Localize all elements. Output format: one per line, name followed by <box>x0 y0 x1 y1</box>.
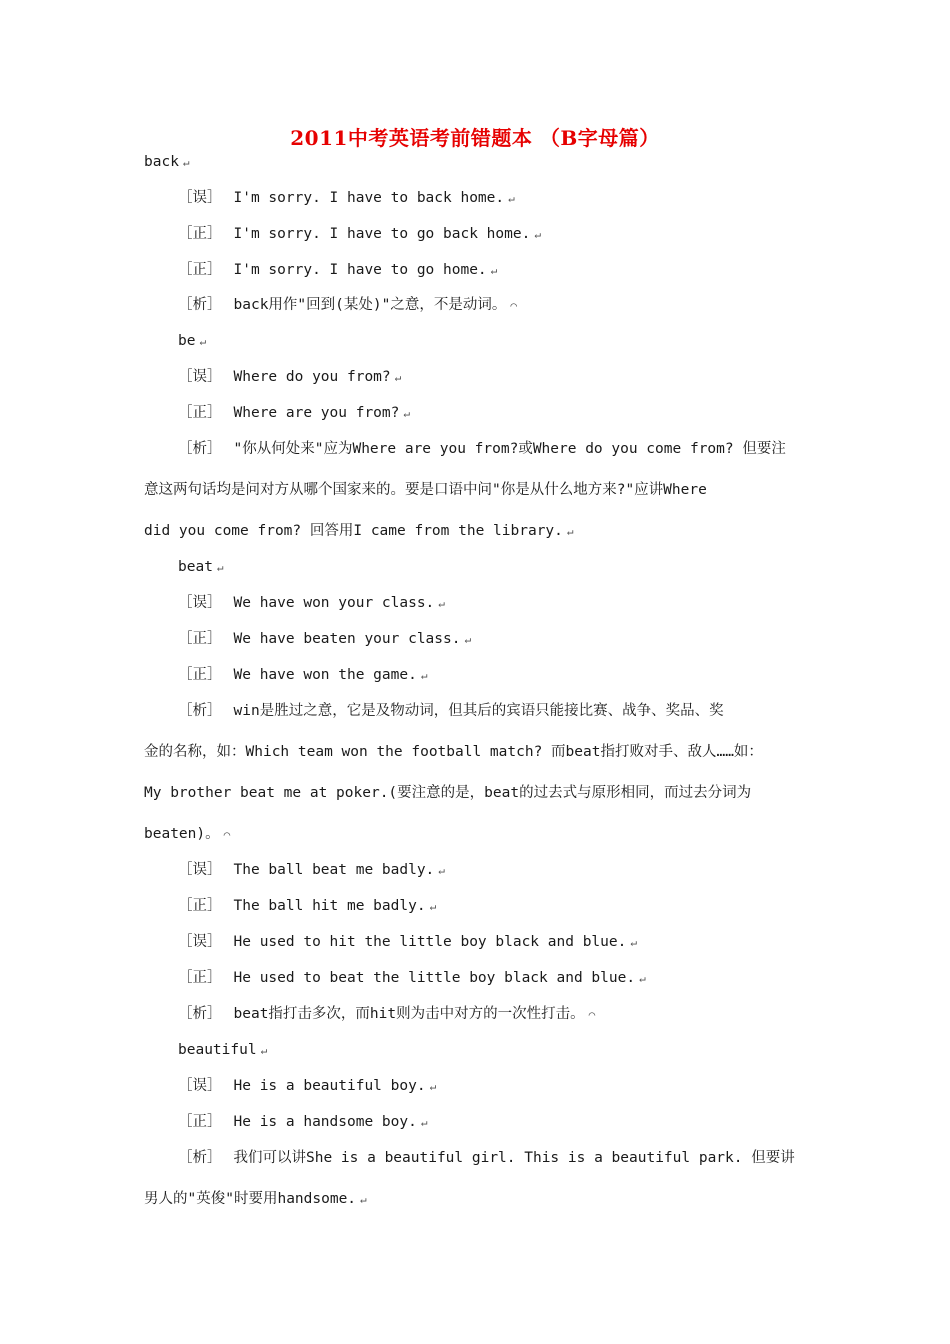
paragraph-mark-icon: ↵ <box>438 864 445 877</box>
entry-tag: ［误］ <box>178 369 222 385</box>
entry-tag: ［误］ <box>178 934 222 950</box>
entry-tag: ［析］ <box>178 703 222 719</box>
section-break-icon: ⌒ <box>223 828 231 841</box>
continuation-line <box>144 521 574 542</box>
line-text: 意这两句话均是问对方从哪个国家来的。要是口语中问"你是从什么地方来?"应讲Where <box>144 482 707 498</box>
entry-line <box>178 224 541 245</box>
headword-beautiful <box>178 1040 267 1061</box>
entry-tag: ［正］ <box>178 667 222 683</box>
line-text: The ball beat me badly. <box>233 862 435 878</box>
document-title: 2011中考英语考前错题本 （B字母篇） <box>290 126 660 150</box>
entry-line <box>178 188 515 209</box>
line-text: back用作"回到(某处)"之意，不是动词。 <box>233 297 507 313</box>
entry-tag: ［正］ <box>178 970 222 986</box>
line-text: I'm sorry. I have to go back home. <box>233 226 531 242</box>
line-text: We have won the game. <box>233 667 417 683</box>
entry-line <box>178 439 786 459</box>
entry-tag: ［正］ <box>178 262 222 278</box>
section-break-icon: ⌒ <box>588 1008 596 1021</box>
line-text: He used to hit the little boy black and blue. <box>233 934 627 950</box>
line-text: He used to beat the little boy black and blue. <box>233 970 636 986</box>
continuation-line <box>144 480 707 500</box>
paragraph-mark-icon: ↵ <box>508 192 515 205</box>
line-text: We have won your class. <box>233 595 435 611</box>
entry-line <box>178 1112 427 1133</box>
paragraph-mark-icon: ↵ <box>360 1193 367 1206</box>
entry-tag: ［正］ <box>178 226 222 242</box>
line-text: 男人的"英俊"时要用handsome. <box>144 1191 357 1207</box>
section-break-icon: ⌒ <box>510 299 517 312</box>
continuation-line <box>144 824 230 845</box>
paragraph-mark-icon: ↵ <box>490 264 498 277</box>
line-text: did you come from? 回答用I came from the library. <box>144 523 563 539</box>
line-text: be <box>178 333 196 349</box>
line-text: He is a beautiful boy. <box>233 1078 426 1094</box>
line-text: win是胜过之意，它是及物动词，但其后的宾语只能接比赛、战争、奖品、奖 <box>233 703 724 719</box>
line-text: back <box>144 154 179 170</box>
entry-tag: ［析］ <box>178 297 222 313</box>
line-text: We have beaten your class. <box>233 631 461 647</box>
entry-line <box>178 932 637 953</box>
entry-tag: ［误］ <box>178 1078 222 1094</box>
headword-beat <box>178 557 224 578</box>
entry-line <box>178 367 401 388</box>
line-text: 我们可以讲She is a beautiful girl. This is a beautiful park. 但要讲 <box>233 1150 795 1166</box>
entry-tag: ［析］ <box>178 441 222 457</box>
line-text: beat指打击多次，而hit则为击中对方的一次性打击。 <box>233 1006 585 1022</box>
paragraph-mark-icon: ↵ <box>216 561 224 574</box>
entry-line <box>178 295 517 316</box>
entry-tag: ［正］ <box>178 1114 222 1130</box>
paragraph-mark-icon: ↵ <box>403 407 410 420</box>
line-text: beaten)。 <box>144 826 220 842</box>
line-text: "你从何处来"应为Where are you from?或Where do you come from? 但要注 <box>233 441 786 457</box>
entry-line <box>178 968 646 989</box>
entry-line <box>178 629 471 650</box>
entry-line <box>178 665 427 686</box>
entry-line <box>178 403 410 424</box>
entry-tag: ［正］ <box>178 405 222 421</box>
entry-tag: ［析］ <box>178 1150 222 1166</box>
entry-tag: ［误］ <box>178 862 222 878</box>
entry-tag: ［析］ <box>178 1006 222 1022</box>
continuation-line <box>144 1189 367 1210</box>
headword-be <box>178 331 206 352</box>
line-text: He is a handsome boy. <box>233 1114 417 1130</box>
entry-tag: ［误］ <box>178 190 222 206</box>
paragraph-mark-icon: ↵ <box>639 972 646 985</box>
paragraph-mark-icon: ↵ <box>429 900 437 913</box>
line-text: Where are you from? <box>233 405 400 421</box>
paragraph-mark-icon: ↵ <box>420 1116 428 1129</box>
line-text: 金的名称，如：Which team won the football match? 而beat指打败对手、敌人……如： <box>144 744 763 760</box>
paragraph-mark-icon: ↵ <box>464 633 472 646</box>
continuation-line <box>144 783 751 803</box>
paragraph-mark-icon: ↵ <box>534 228 541 241</box>
paragraph-mark-icon: ↵ <box>260 1044 268 1057</box>
entry-line <box>178 860 445 881</box>
entry-line <box>178 896 436 917</box>
entry-line <box>178 701 724 721</box>
entry-line <box>178 1076 436 1097</box>
line-text: beautiful <box>178 1042 257 1058</box>
line-text: I'm sorry. I have to go home. <box>233 262 487 278</box>
entry-tag: ［正］ <box>178 631 222 647</box>
paragraph-mark-icon: ↵ <box>566 525 574 538</box>
line-text: beat <box>178 559 213 575</box>
paragraph-mark-icon: ↵ <box>438 597 445 610</box>
line-text: My brother beat me at poker.(要注意的是，beat的过去式与原形相同，而过去分词为 <box>144 785 752 801</box>
headword-back <box>144 152 190 173</box>
entry-line <box>178 260 497 281</box>
entry-line <box>178 1004 595 1025</box>
paragraph-mark-icon: ↵ <box>182 156 190 169</box>
entry-line <box>178 593 445 614</box>
entry-tag: ［正］ <box>178 898 222 914</box>
paragraph-mark-icon: ↵ <box>429 1080 437 1093</box>
paragraph-mark-icon: ↵ <box>420 669 428 682</box>
paragraph-mark-icon: ↵ <box>394 371 402 384</box>
entry-tag: ［误］ <box>178 595 222 611</box>
continuation-line <box>144 742 763 762</box>
paragraph-mark-icon: ↵ <box>630 936 637 949</box>
entry-line <box>178 1148 795 1168</box>
line-text: I'm sorry. I have to back home. <box>233 190 505 206</box>
line-text: Where do you from? <box>233 369 391 385</box>
paragraph-mark-icon: ↵ <box>199 335 207 348</box>
line-text: The ball hit me badly. <box>233 898 426 914</box>
